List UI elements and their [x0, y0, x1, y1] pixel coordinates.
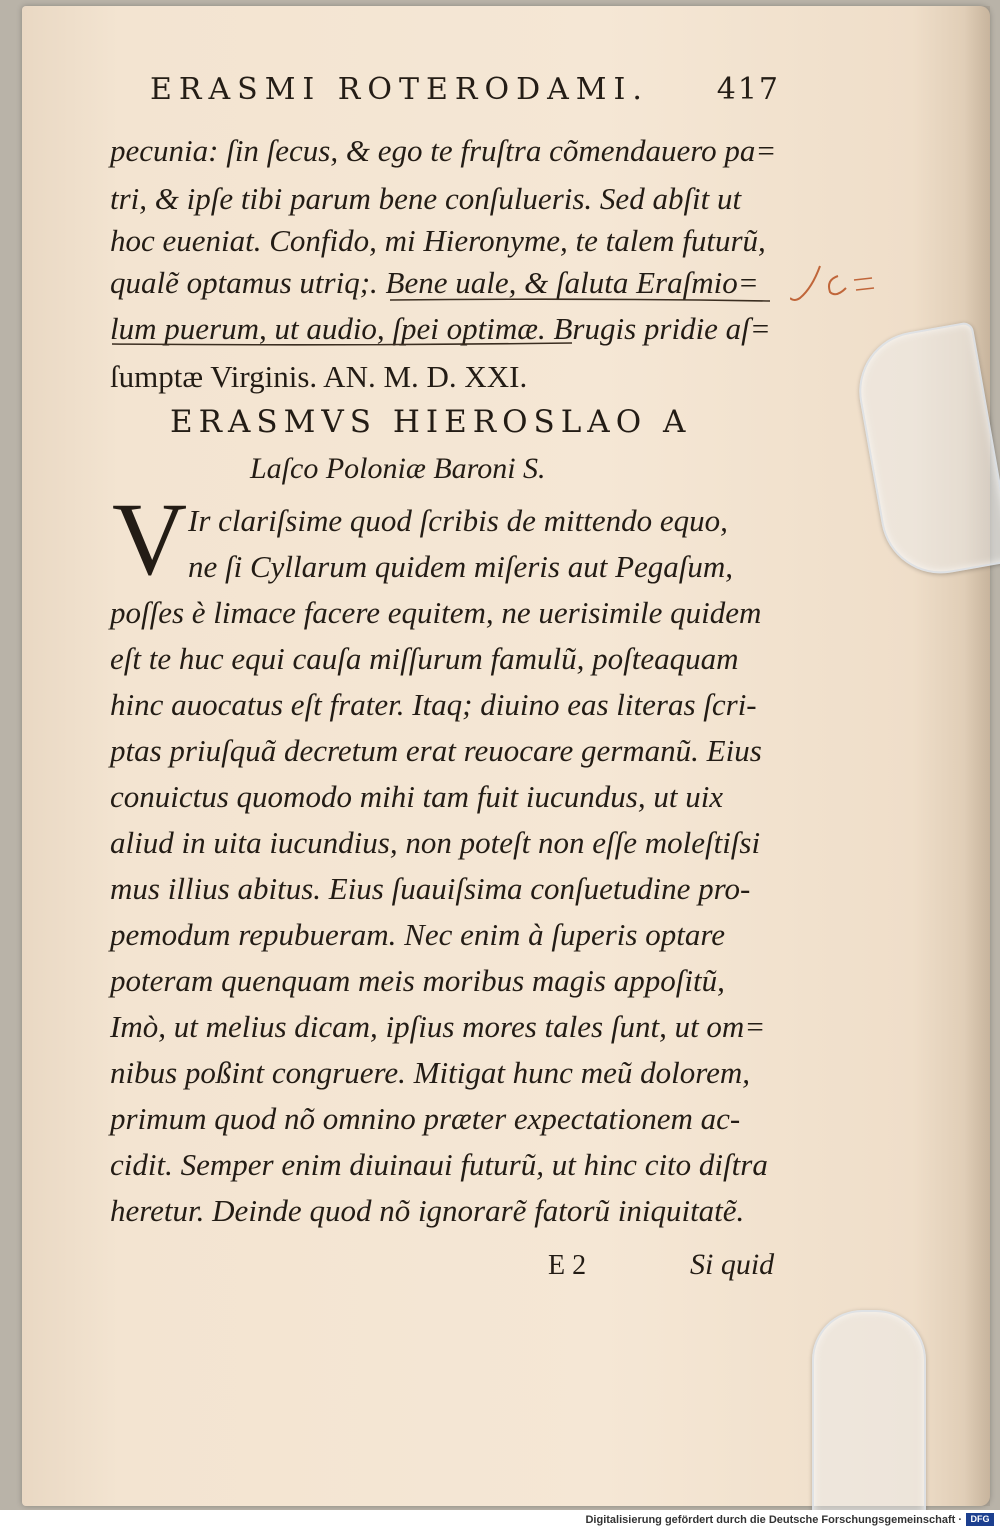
signature-mark: E 2	[548, 1250, 587, 1281]
credit-text: Digitalisierung gefördert durch die Deutsche Forschungsgemeinschaft ·	[585, 1514, 962, 1526]
text-line: pecunia: ſin ſecus, & ego te fruſtra cõmendauero pa=	[110, 133, 777, 168]
text-line: aliud in uita iucundius, non poteſt non eſſe moleſtiſsi	[110, 825, 761, 860]
text-line: heretur. Deinde quod nõ ignorarẽ fatorũ iniquitatẽ.	[110, 1193, 745, 1228]
page-header	[150, 72, 790, 122]
handwritten-marginal-note	[790, 258, 880, 308]
text-line: conuictus quomodo mihi tam fuit iucundus, ut uix	[110, 779, 724, 814]
letter-subtitle: Laſco Poloniæ Baroni S.	[250, 452, 546, 485]
text-line: eſt te huc equi cauſa miſſurum famulũ, poſteaquam	[110, 641, 739, 676]
text-line: Imò, ut melius dicam, ipſius mores tales ſunt, ut om=	[110, 1009, 766, 1044]
text-line: Ir clariſsime quod ſcribis de mittendo equo,	[188, 503, 728, 538]
credit-bar	[0, 1510, 1000, 1530]
text-line: nibus poßint congruere. Mitigat hunc meũ dolorem,	[110, 1055, 751, 1090]
page-edge-shadow	[964, 6, 990, 1506]
text-line: ptas priuſquã decretum erat reuocare germanũ. Eius	[110, 733, 762, 768]
letter-title: ERASMVS HIEROSLAO A	[170, 404, 692, 440]
text-line: poteram quenquam meis moribus magis appoſitũ,	[110, 963, 725, 998]
text-line: cidit. Semper enim diuinaui futurũ, ut hinc cito diſtra	[110, 1147, 768, 1182]
text-line: pemodum repubueram. Nec enim à ſuperis optare	[110, 917, 726, 952]
text-line: primum quod nõ omnino præter expectationem ac-	[110, 1101, 741, 1136]
text-line: tri, & ipſe tibi parum bene conſulueris. Sed abſit ut	[110, 181, 742, 216]
text-line-date: ſumptæ Virginis. AN. M. D. XXI.	[110, 359, 528, 394]
catchword: Si quid	[690, 1248, 775, 1281]
text-line: ne ſi Cyllarum quidem miſeris aut Pegaſum,	[188, 549, 734, 584]
text-line: poſſes è limace facere equitem, ne uerisimile quidem	[110, 595, 762, 630]
ink-underline	[112, 342, 572, 346]
text-line: mus illius abitus. Eius ſuauiſsima conſuetudine pro-	[110, 871, 751, 906]
running-head: ERASMI ROTERODAMI.	[150, 72, 649, 107]
initial-letter: V	[112, 482, 188, 597]
text-line: qualẽ optamus utriq;. Bene uale, & ſaluta Eraſmio=	[110, 265, 759, 300]
text-line: lum puerum, ut audio, ſpei optimæ. Brugis pridie aſ=	[110, 311, 771, 346]
ink-underline	[390, 298, 770, 302]
text-line: hinc auocatus eſt frater. Itaq; diuino eas literas ſcri-	[110, 687, 757, 722]
dfg-logo: DFG	[966, 1513, 994, 1526]
text-line: hoc eueniat. Confido, mi Hieronyme, te talem futurũ,	[110, 223, 766, 258]
plastic-page-clip	[812, 1310, 926, 1510]
page-number: 417	[716, 72, 780, 107]
